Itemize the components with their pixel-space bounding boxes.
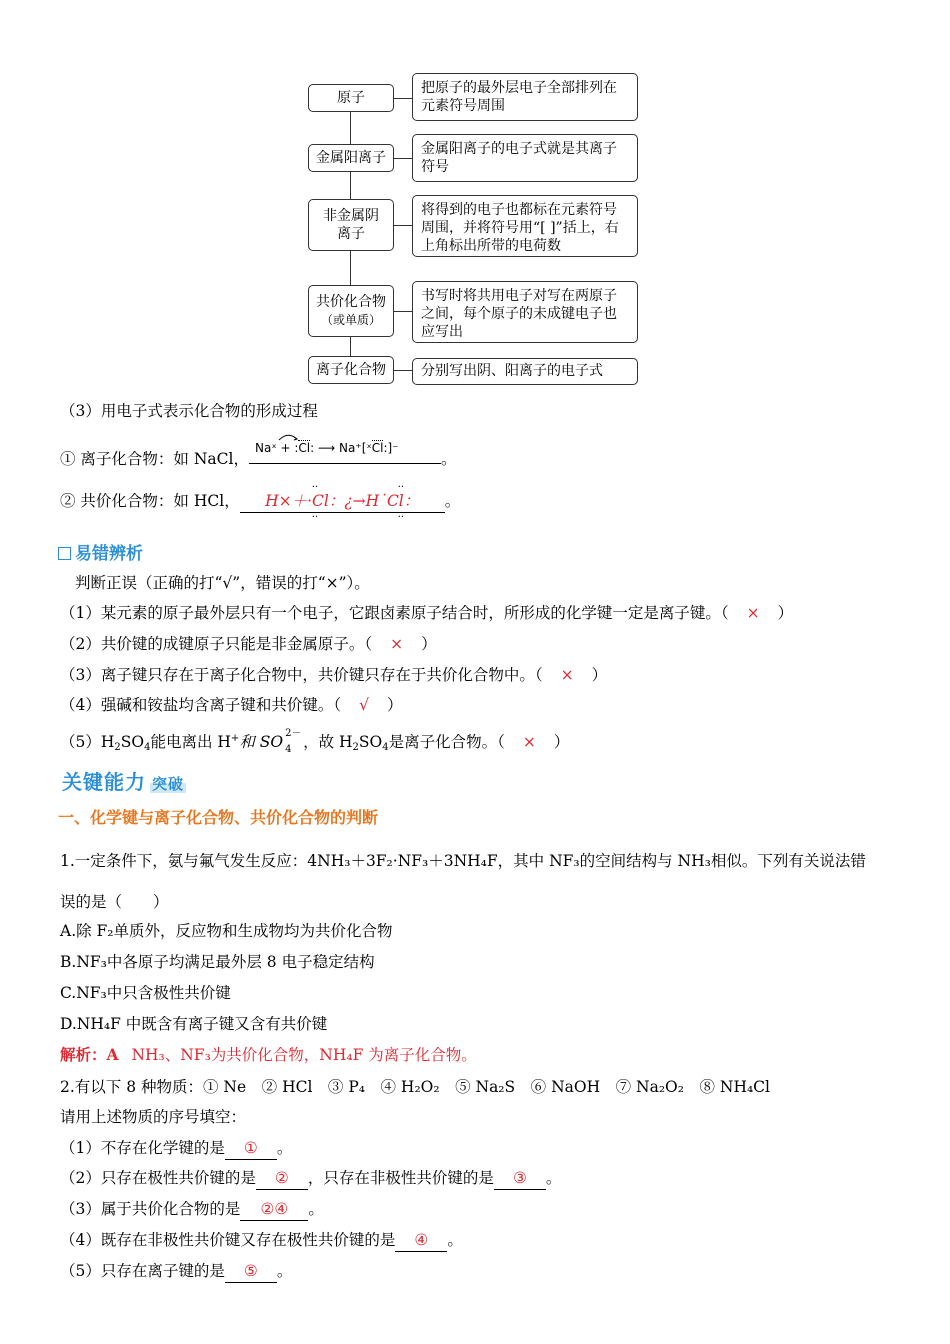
section-heading: 一、化学键与离子化合物、共价化合物的判断 [58,808,379,827]
flow-left-covalent [308,285,394,337]
bracket-close: ]⁻ [387,441,399,455]
text-part: 能电离出 H [150,733,231,751]
flow-right-cation [412,134,638,182]
error-item [60,602,793,624]
electron-dots-top: ·· [397,482,405,493]
error-item-answer: × [390,635,404,653]
electron-dots-bottom: ·· [397,512,405,523]
q2-item [60,1198,324,1221]
paren-close: ） [777,604,794,622]
ionic-prefix: ① 离子化合物：如 NaCl， [60,450,249,468]
flow-left-anion [308,199,394,251]
error-item-answer: × [560,666,574,684]
text-part: （5）H [60,733,115,751]
error-item [60,728,569,759]
q2-instruction: 请用上述物质的序号填空： [60,1108,247,1126]
plus-sign: + [280,441,291,455]
error-item-answer: √ [359,696,370,714]
flow-right-ionic [412,358,638,385]
formation-covalent [60,482,461,523]
cl-symbol: Cl [298,441,311,455]
flow-left-label: 原子 [337,90,365,106]
flow-right-text: 金属阳离子的电子式就是其离子符号 [421,141,617,175]
text-part: SO [120,733,145,751]
q2-item-end: 。 [545,1169,562,1187]
flow-right-covalent [412,281,638,343]
error-intro: 判断正误（正确的打“√”，错误的打“×”）。 [75,574,370,592]
flow-connector [394,98,412,99]
flow-left-label: 非金属阴离子 [323,208,379,242]
q2-item-answer: ②④ [240,1198,308,1221]
electron-dots-top: ·· [311,482,319,493]
electron-pair: : [294,441,299,455]
flow-right-atom [412,73,638,121]
flow-right-anion [412,195,638,257]
q2-item-text: （2）只存在极性共价键的是 [60,1169,256,1187]
subscript: 4 [382,742,389,753]
q2-item-end: 。 [447,1231,463,1249]
flow-right-text: 书写时将共用电子对写在两原子之间，每个原子的未成键电子也应写出 [421,288,617,340]
na-ion: Na⁺ [339,441,362,455]
q1-option-c: C.NF₃中只含极性共价键 [60,984,231,1002]
flow-left-atom [308,84,394,112]
key-ability-title-text: 关键能力 [62,770,146,794]
error-item-answer: × [746,604,760,622]
flow-connector [394,311,412,312]
key-ability-tag: 突破 [152,775,185,793]
q1-option-d: D.NH₄F 中既含有离子键又含有共价键 [60,1015,328,1033]
flow-left-ionic [308,356,394,384]
flow-connector [394,158,412,159]
cl-symbol: Cl [371,441,384,455]
q2-item-end: 。 [276,1139,293,1157]
flow-connector [394,225,412,226]
subscript: 2 [114,742,121,753]
covalent-suffix: 。 [444,492,461,510]
paren-close: ） [553,733,570,751]
covalent-prefix: ② 共价化合物：如 HCl， [60,492,240,510]
q2-stem: 2.有以下 8 种物质：① Ne ② HCl ③ P₄ ④ H₂O₂ ⑤ Na₂S ⑥ NaOH ⑦ Na₂O₂ ⑧ NH₄Cl [60,1078,770,1096]
superscript: 2－ [285,728,302,739]
flow-right-text: 将得到的电子也都标在元素符号周围，并将符号用“[ ]”括上，右上角标出所带的电荷数 [421,202,619,254]
electron-x: ˣ [366,441,372,455]
flow-left-sublabel: （或单质） [320,313,381,327]
superscript: + [230,733,240,744]
q2-item [60,1260,292,1283]
error-item [60,633,437,655]
error-item [60,664,607,686]
error-analysis-title-text: 易错辨析 [75,544,143,564]
q2-item-text: ，只存在非极性共价键的是 [307,1169,494,1187]
covalent-answer: H×＋·Cl：¿→H˙Cl： [265,492,420,510]
q2-item-text: （3）属于共价化合物的是 [60,1200,241,1218]
paren-close: ） [591,666,608,684]
key-ability-title [62,766,186,795]
error-analysis-title [58,539,143,564]
electron-x: ˣ [271,441,277,455]
error-item-text: （3）离子键只存在于离子化合物中，共价键只存在于共价化合物中。（ [60,666,543,684]
q2-item [60,1167,561,1190]
flow-right-text: 分别写出阴、阳离子的电子式 [421,363,603,379]
q2-item-text: （1）不存在化学键的是 [60,1139,225,1157]
q2-item-answer: ② [256,1167,308,1190]
covalent-answer-blank [240,482,445,523]
text-part: SO [358,733,383,751]
ionic-suffix: 。 [440,450,457,468]
flow-right-text: 把原子的最外层电子全部排列在元素符号周围 [421,80,617,114]
sulfate-indices [283,728,303,755]
formation-heading: （3）用电子式表示化合物的形成过程 [60,402,318,420]
text-part: ，故 H [303,733,353,751]
formation-ionic [60,441,457,470]
reaction-arrow: ⟶ [318,441,336,455]
flow-left-cation [308,144,394,172]
ionic-answer-blank [249,441,441,464]
error-item-text: （4）强碱和铵盐均含离子键和共价键。（ [60,696,342,714]
error-item-answer: × [522,733,536,751]
analysis-label: 解析：A [60,1045,119,1064]
electron-transfer-arrow [277,431,299,441]
flow-connector [394,370,412,371]
bracket-open: [ [361,441,367,455]
q2-item [60,1137,292,1160]
q2-item-text: （5）只存在离子键的是 [60,1262,225,1280]
checkbox-square-icon [58,547,71,560]
q2-item-end: 。 [308,1200,324,1218]
error-item [60,694,403,716]
error-item-text: （1）某元素的原子最外层只有一个电子，它跟卤素原子结合时，所形成的化学键一定是离子键。（ [60,604,729,622]
q2-item-text: （4）既存在非极性共价键又存在极性共价键的是 [60,1231,396,1249]
q2-item-end: 。 [276,1262,293,1280]
electron-pair: : [310,441,315,455]
q1-stem-line2: 误的是（ ） [60,893,169,911]
flow-left-label: 共价化合物 [316,294,386,310]
paren-close: ） [421,635,437,653]
q2-item-answer: ③ [494,1167,546,1190]
electron-pair: : [383,441,388,455]
analysis-text: NH₃、NF₃为共价化合物，NH₄F 为离子化合物。 [131,1046,477,1064]
q2-item-answer: ⑤ [225,1260,277,1283]
q2-item-answer: ④ [395,1229,447,1252]
error-item-text: （2）共价键的成键原子只能是非金属原子。（ [60,635,373,653]
q1-stem-line1: 1.一定条件下，氨与氟气发生反应：4NH₃＋3F₂·NF₃＋3NH₄F，其中 NF₃的空间结构与 NH₃相似。下列有关说法错 [60,852,866,870]
text-part: 是离子化合物。（ [388,733,505,751]
subscript: 2 [352,742,359,753]
electron-dots-bottom: ·· [311,512,319,523]
q2-item [60,1229,463,1252]
na-symbol: Na [254,441,272,455]
q1-option-a: A.除 F₂单质外，反应物和生成物均为共价化合物 [60,922,393,940]
q2-item-answer: ① [225,1137,277,1160]
flow-left-label: 金属阳离子 [316,150,386,166]
q1-analysis [60,1044,477,1066]
subscript: 4 [144,742,151,753]
subscript: 4 [285,744,292,755]
flow-left-label: 离子化合物 [316,362,386,378]
text-part: 和 SO [239,733,284,751]
q1-option-b: B.NF₃中各原子均满足最外层 8 电子稳定结构 [60,953,375,971]
paren-close: ） [387,696,403,714]
